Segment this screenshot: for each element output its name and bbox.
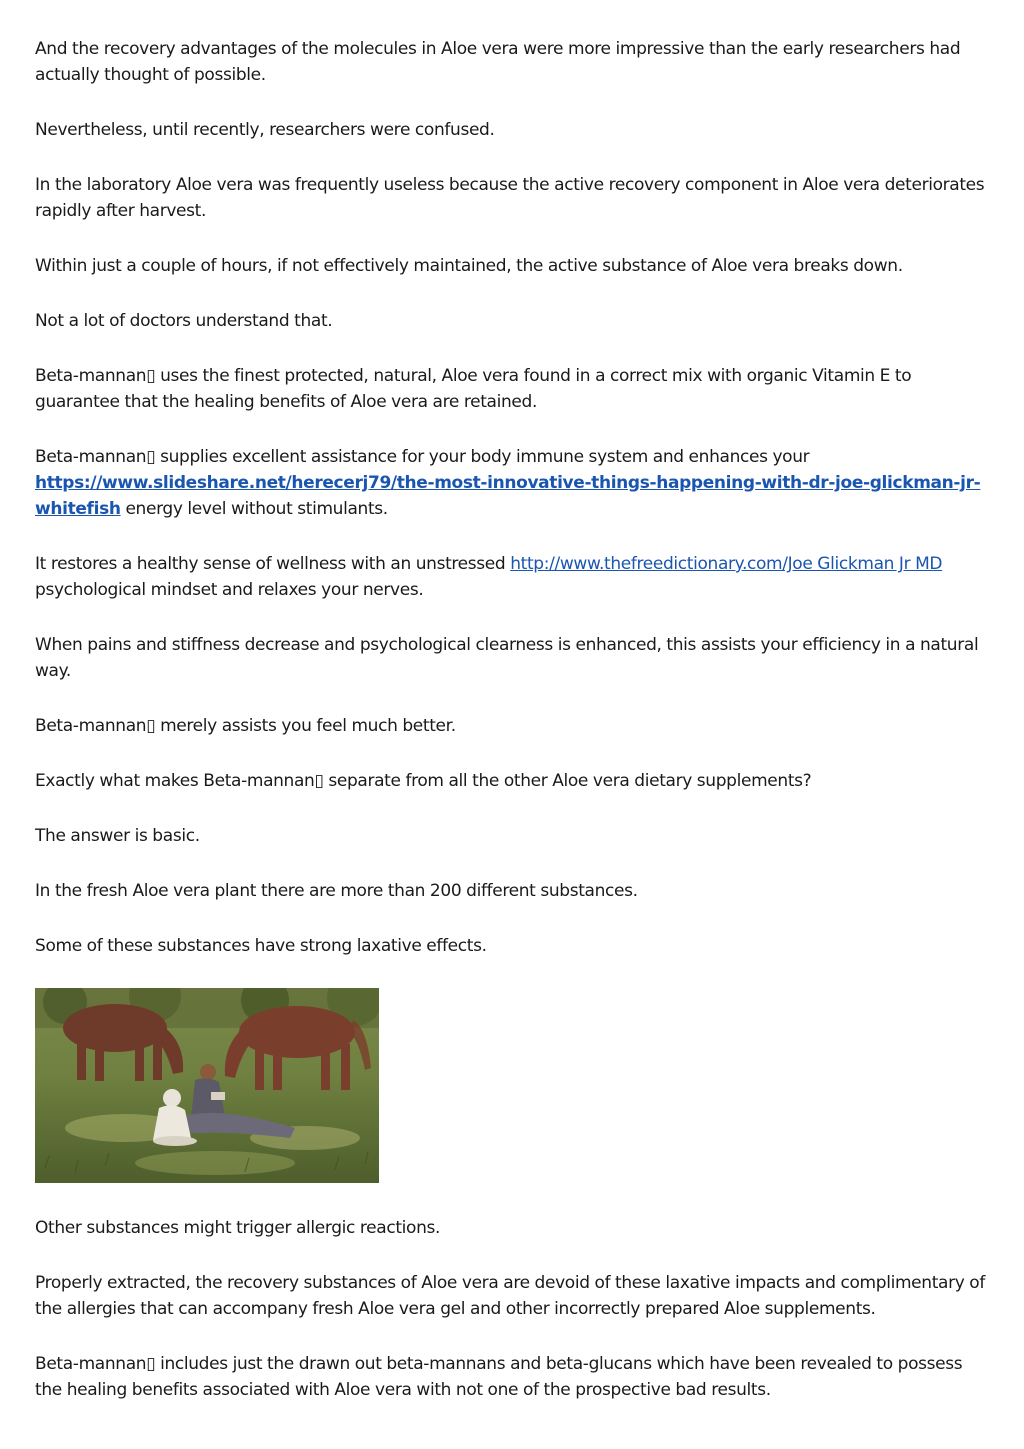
paragraph-6: Beta-mannan▯ uses the finest protected, natural, Aloe vera found in a correct mix with organic Vitamin E to guarantee that the healing benefits of Aloe vera are retained. (35, 366, 912, 412)
paragraph-5: Not a lot of doctors understand that. (35, 311, 333, 331)
paragraph-7-text-end: energy level without stimulants. (120, 499, 388, 519)
paragraph-7 (35, 444, 990, 522)
paragraph-2: Nevertheless, until recently, researchers were confused. (35, 120, 495, 140)
slideshare-link[interactable]: https://www.slideshare.net/herecerj79/the-most-innovative-things-happening-with-dr-joe-glickman-jr-whitefish (35, 473, 981, 519)
paragraph-12: The answer is basic. (35, 826, 200, 846)
cows-painting-image (35, 988, 379, 1183)
paragraph-17: Beta-mannan▯ includes just the drawn out beta-mannans and beta-glucans which have been revealed to possess the healing benefits associated with Aloe vera with not one of the prospective bad results. (35, 1354, 963, 1400)
paragraph-8-text-end: psychological mindset and relaxes your nerves. (35, 580, 424, 600)
paragraph-16: Properly extracted, the recovery substances of Aloe vera are devoid of these laxative impacts and complimentary of the allergies that can accompany fresh Aloe vera gel and other incorrectly prepared Aloe supplements. (35, 1273, 985, 1319)
document-body (35, 36, 990, 1432)
paragraph-3: In the laboratory Aloe vera was frequently useless because the active recovery component in Aloe vera deteriorates rapidly after harvest. (35, 175, 985, 221)
paragraph-4: Within just a couple of hours, if not effectively maintained, the active substance of Aloe vera breaks down. (35, 256, 903, 276)
paragraph-10: Beta-mannan▯ merely assists you feel much better. (35, 716, 456, 736)
paragraph-13: In the fresh Aloe vera plant there are more than 200 different substances. (35, 881, 638, 901)
paragraph-14: Some of these substances have strong laxative effects. (35, 936, 487, 956)
paragraph-9: When pains and stiffness decrease and psychological clearness is enhanced, this assists your efficiency in a natural way. (35, 635, 979, 681)
paragraph-8 (35, 551, 990, 603)
paragraph-15: Other substances might trigger allergic reactions. (35, 1218, 441, 1238)
paragraph-1: And the recovery advantages of the molecules in Aloe vera were more impressive than the early researchers had actually thought of possible. (35, 39, 961, 85)
paragraph-11: Exactly what makes Beta-mannan▯ separate from all the other Aloe vera dietary supplements? (35, 771, 812, 791)
paragraph-8-text-start: It restores a healthy sense of wellness with an unstressed (35, 554, 511, 574)
dictionary-link[interactable]: http://www.thefreedictionary.com/Joe Glickman Jr MD (510, 554, 943, 574)
paragraph-7-text-start: Beta-mannan▯ supplies excellent assistance for your body immune system and enhances your (35, 447, 810, 467)
